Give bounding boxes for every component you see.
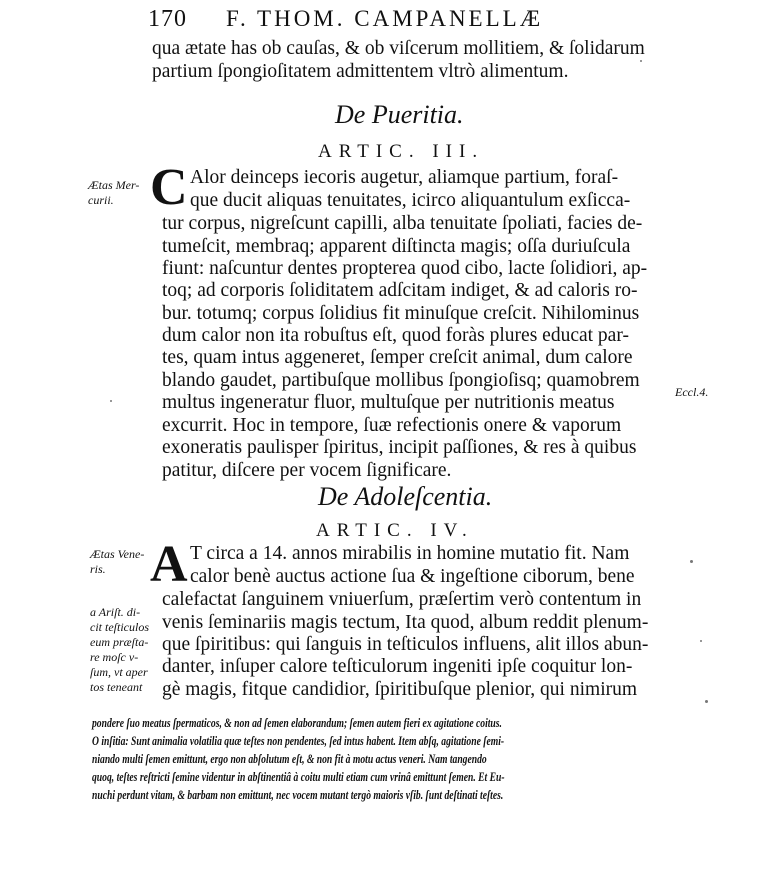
marginal-note-line: ſum, vt aper <box>90 665 148 679</box>
marginal-note-line: Ætas Vene- <box>90 547 145 561</box>
marginal-note-line: eum præſta- <box>90 635 149 649</box>
text-line: que ſpiritibus: qui ſanguis in teſticulos influens, alit illos abun- <box>162 634 649 655</box>
marginal-note <box>90 547 144 577</box>
marginal-note-line: Ætas Mer- <box>88 178 140 192</box>
marginal-note-line: curii. <box>88 193 114 207</box>
marginal-note <box>90 605 149 695</box>
scan-speck <box>640 60 642 62</box>
footnote-line: O inſitia: Sunt animalia volatilia quæ teſtes non pendentes, ſed intus habent. Item abſq, agitatione ſemi- <box>92 733 505 748</box>
text-line: T circa a 14. annos mirabilis in homine mutatio fit. Nam <box>190 543 630 564</box>
article-heading: ARTIC. III. <box>318 141 485 162</box>
text-line: fiunt: naſcuntur dentes propterea quod cibo, lacte ſolidiori, ap- <box>162 258 648 279</box>
page-header <box>148 6 668 36</box>
footnote-line: pondere ſuo meatus ſpermaticos, & non ad ſemen elaborandum; ſemen autem fieri ex agitatione coitus. <box>92 715 502 730</box>
text-line: venis ſeminariis magis tectum, Ita quod, album reddit plenum- <box>162 612 649 633</box>
marginal-note-line: a Ariſt. di- <box>90 605 141 619</box>
marginal-note-line: re moſc v- <box>90 650 139 664</box>
scan-speck <box>700 640 702 642</box>
text-line: qua ætate has ob cauſas, & ob viſcerum mollitiem, & ſolidarum <box>152 38 645 59</box>
marginal-note <box>88 178 139 208</box>
text-line: bur. totumq; corpus ſolidius fit minuſque creſcit. Nihilominus <box>162 303 640 324</box>
marginal-note-line: tos teneant <box>90 680 143 694</box>
text-line: dum calor non ita robuſtus eſt, quod foràs plures educat par- <box>162 325 629 346</box>
text-line: exoneratis paulisper ſpiritus, incipit paſſiones, & res à quibus <box>162 437 637 458</box>
scan-speck <box>110 400 112 402</box>
article-heading: ARTIC. IV. <box>316 520 474 541</box>
text-line: gè magis, fitque candidior, ſpiritibuſque plenior, qui nimirum <box>162 679 638 700</box>
text-line: tumeſcit, membraq; apparent diſtincta magis; oſſa duriuſcula <box>162 236 631 257</box>
text-line: Alor deinceps iecoris augetur, aliamque partium, foraſ- <box>190 167 619 188</box>
marginal-note-line: cit teſticulos <box>90 620 149 634</box>
text-line: tes, quam intus aggeneret, ſemper creſcit animal, dum calore <box>162 347 633 368</box>
marginal-note-line: ris. <box>90 562 106 576</box>
text-line: patitur, diſcere per vocem ſignificare. <box>162 460 452 481</box>
text-line: tur corpus, nigreſcunt capilli, alba tenuitate ſpoliati, facies de- <box>162 213 643 234</box>
drop-cap: C <box>150 159 188 216</box>
scan-speck <box>690 560 693 563</box>
footnote-line: niando multi ſemen emittunt, ergo non abſolutum eſt, & non fit à motu actus veneri. Nam tangendo <box>92 751 487 766</box>
text-line: toq; ad corporis ſoliditatem adſcitam indiget, & ad caloris ro- <box>162 280 638 301</box>
text-line: calor benè auctus actione ſua & ingeſtione ciborum, bene <box>190 566 635 587</box>
right-marginal-note: Eccl.4. <box>675 385 709 399</box>
footnote-line: nuchi perdunt vitam, & barbam non emittunt, nec vocem mutant tergò maioris vſib. ſunt deſtinati teſtes. <box>92 787 504 802</box>
text-line: calefactat ſanguinem vniuerſum, præſertim verò contentum in <box>162 589 642 610</box>
running-head: F. THOM. CAMPANELLÆ <box>226 6 544 31</box>
drop-cap: A <box>150 536 188 593</box>
footnote-line: quoq, teſtes reſtricti ſemine videntur in abſtinentiâ à coitu multi etiam cum vrinâ emittunt ſemen. Et Eu- <box>92 769 505 784</box>
section-title: De Pueritia. <box>335 100 464 129</box>
text-line: excurrit. Hoc in tempore, ſuæ refectionis onere & vaporum <box>162 415 622 436</box>
text-line: multus ingeneratur fluor, multuſque per nutritionis meatus <box>162 392 615 413</box>
text-line: danter, inſuper calore teſticulorum ingeniti ipſe coquitur lon- <box>162 656 633 677</box>
text-line: que ducit aliquas tenuitates, icirco aliquantulum exſicca- <box>190 190 631 211</box>
scan-speck <box>705 700 708 703</box>
section-title: De Adoleſcentia. <box>318 482 493 511</box>
text-line: partium ſpongioſitatem admittentem vltrò alimentum. <box>152 61 569 82</box>
text-line: blando gaudet, partibuſque mollibus ſpongioſisq; quamobrem <box>162 370 640 391</box>
page-number: 170 <box>148 6 187 32</box>
